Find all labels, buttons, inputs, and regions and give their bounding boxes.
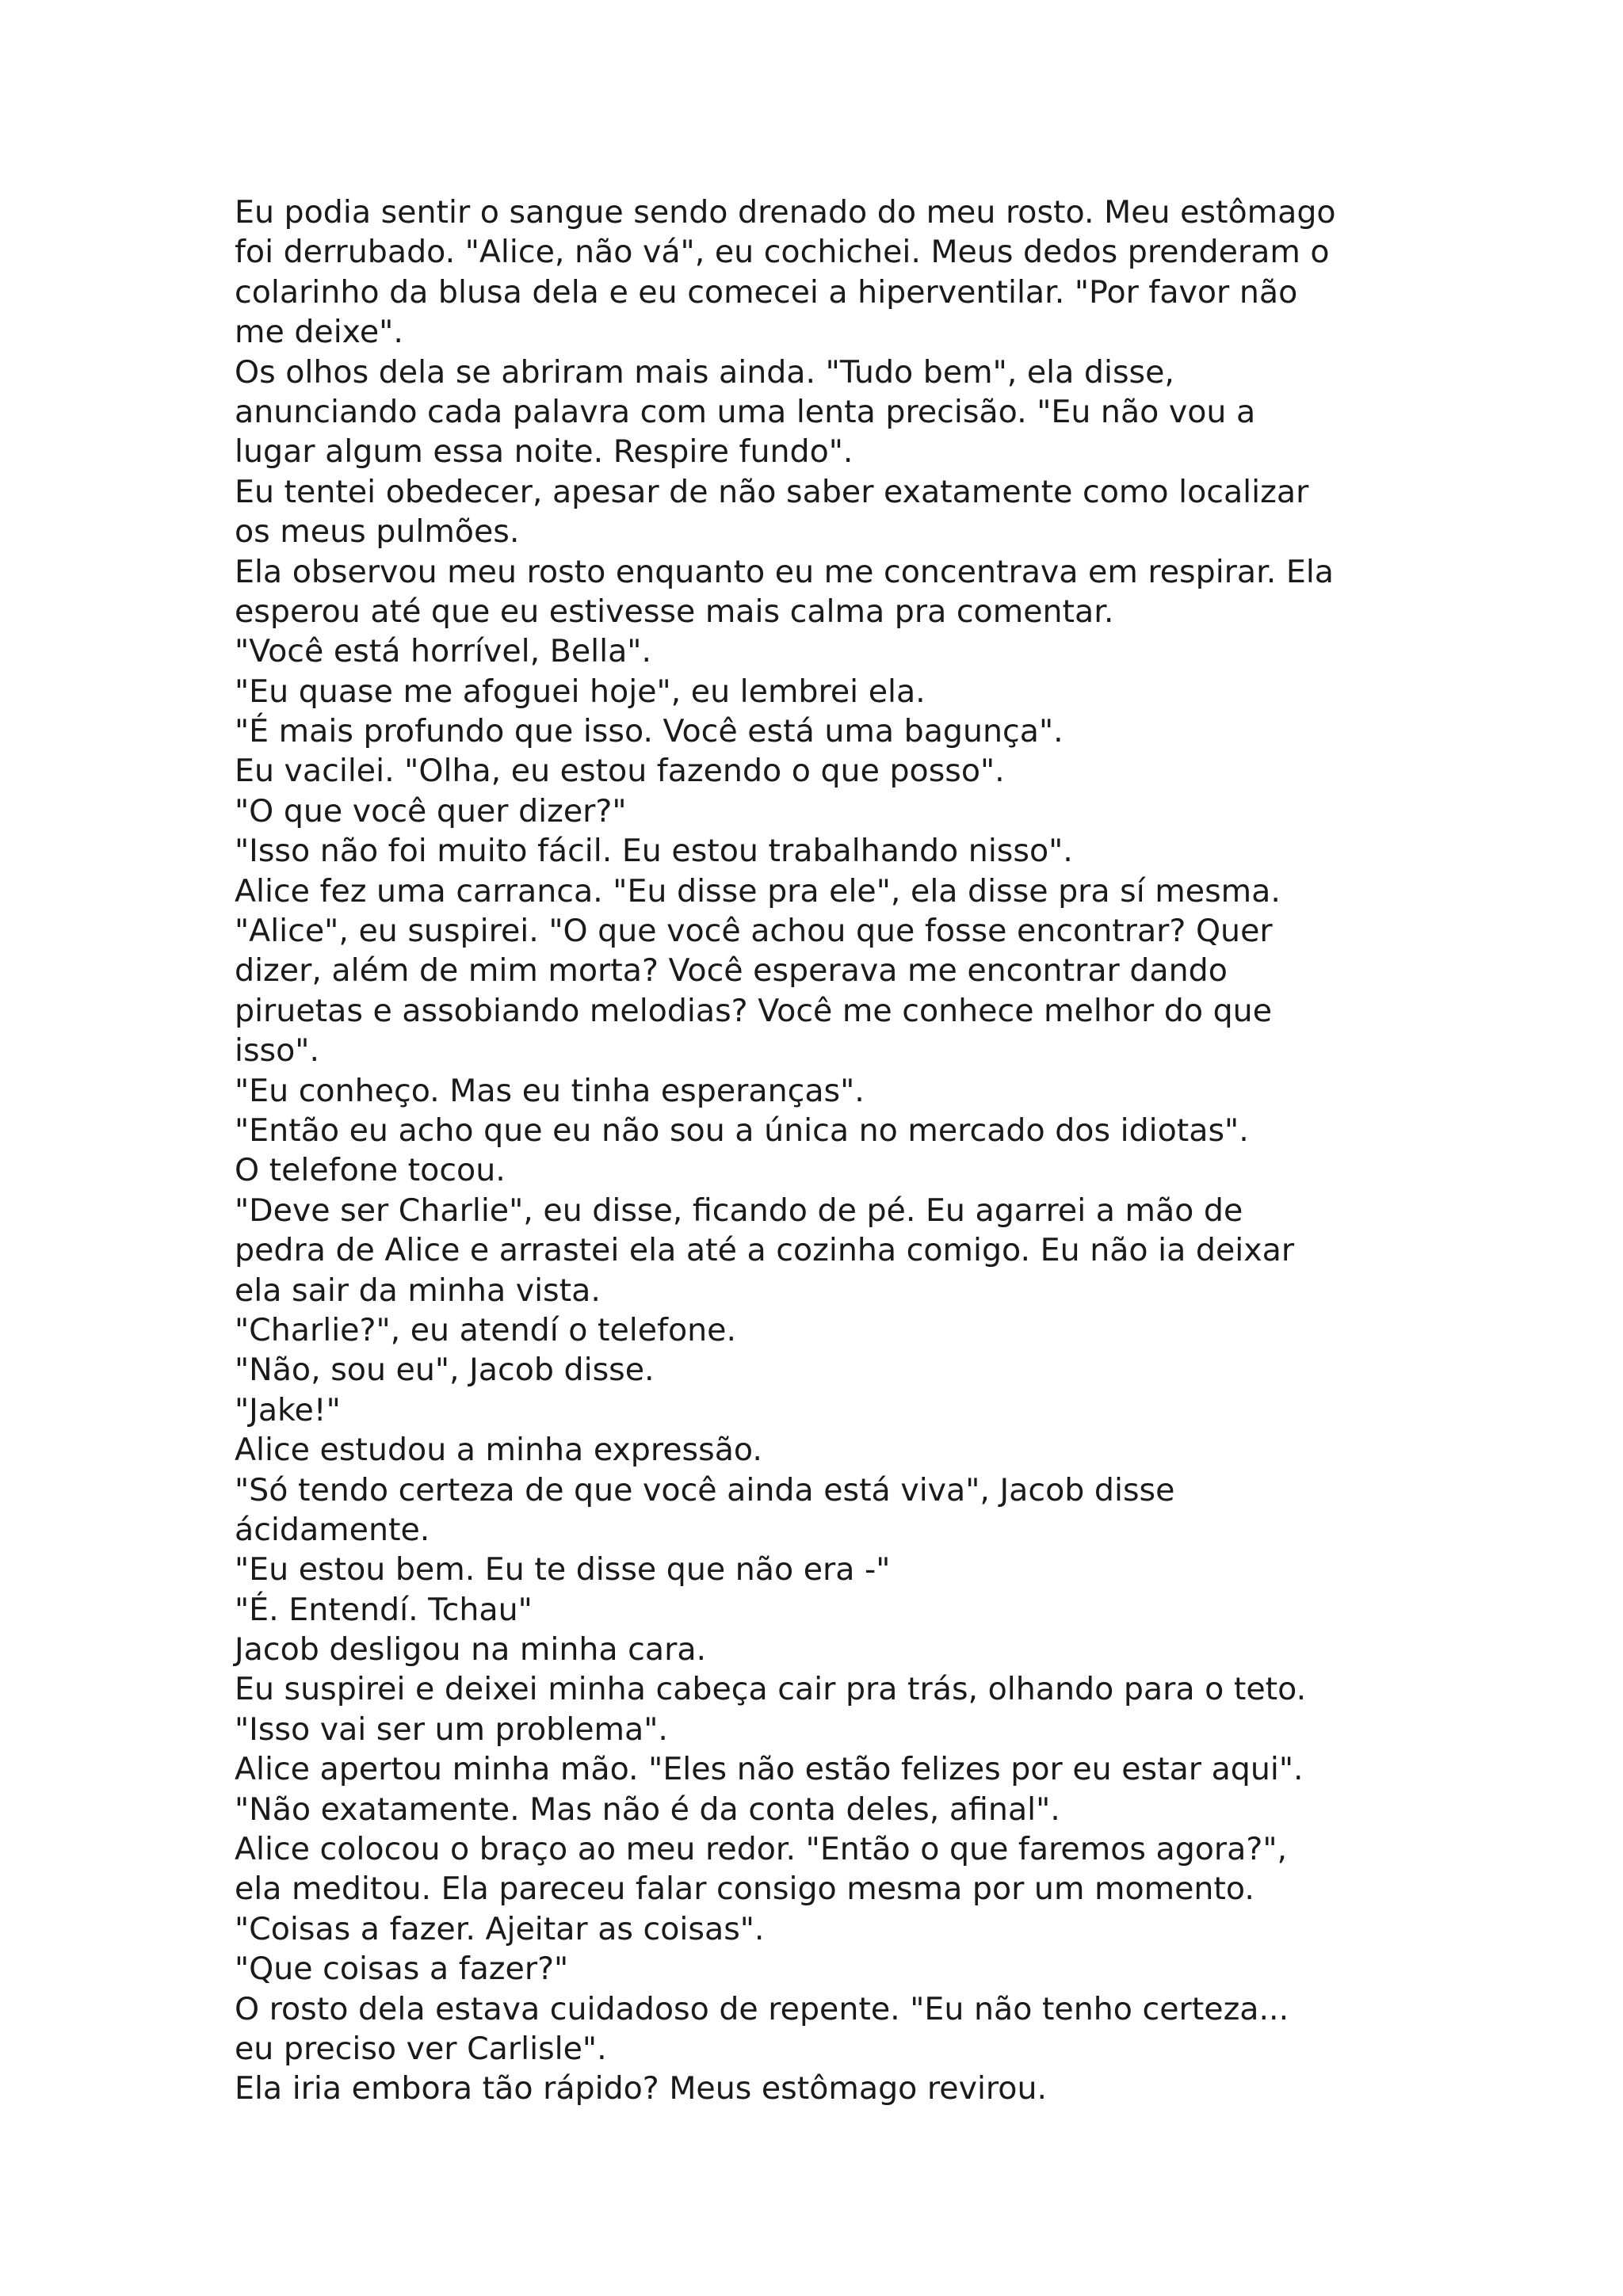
text-line: piruetas e assobiando melodias? Você me conhece melhor do que	[235, 992, 1273, 1029]
text-line: ela meditou. Ela pareceu falar consigo mesma por um momento.	[235, 1871, 1254, 1908]
text-line: colarinho da blusa dela e eu comecei a hiperventilar. "Por favor não	[235, 273, 1298, 311]
text-line: Alice fez uma carranca. "Eu disse pra ele", ela disse pra sí mesma.	[235, 872, 1281, 910]
text-line: "Coisas a fazer. Ajeitar as coisas".	[235, 1910, 765, 1947]
text-line: O rosto dela estava cuidadoso de repente. "Eu não tenho certeza...	[235, 1990, 1289, 2027]
text-line: Ela observou meu rosto enquanto eu me concentrava em respirar. Ela	[235, 553, 1334, 590]
text-line: me deixe".	[235, 314, 403, 351]
text-line: "Charlie?", eu atendí o telefone.	[235, 1311, 737, 1348]
text-line: "Eu conheço. Mas eu tinha esperanças".	[235, 1072, 865, 1109]
text-line: Os olhos dela se abriram mais ainda. "Tudo bem", ela disse,	[235, 353, 1174, 391]
text-line: "Isso não foi muito fácil. Eu estou trabalhando nisso".	[235, 833, 1073, 870]
text-line: "Deve ser Charlie", eu disse, ficando de pé. Eu agarrei a mão de	[235, 1192, 1243, 1229]
text-line: Eu podia sentir o sangue sendo drenado do meu rosto. Meu estômago	[235, 194, 1336, 231]
text-line: anunciando cada palavra com uma lenta precisão. "Eu não vou a	[235, 393, 1256, 430]
text-line: "Não, sou eu", Jacob disse.	[235, 1352, 655, 1389]
text-line: Alice colocou o braço ao meu redor. "Então o que faremos agora?",	[235, 1831, 1288, 1868]
text-line: "Não exatamente. Mas não é da conta deles, afinal".	[235, 1791, 1060, 1828]
text-line: Jacob desligou na minha cara.	[235, 1631, 707, 1669]
text-line: ácidamente.	[235, 1511, 430, 1548]
text-line: "Eu estou bem. Eu te disse que não era -"	[235, 1551, 891, 1589]
text-line: esperou até que eu estivesse mais calma pra comentar.	[235, 593, 1114, 630]
text-line: "O que você quer dizer?"	[235, 792, 627, 830]
text-line: "Você está horrível, Bella".	[235, 633, 651, 670]
text-line: Eu suspirei e deixei minha cabeça cair pra trás, olhando para o teto.	[235, 1671, 1307, 1708]
text-line: eu preciso ver Carlisle".	[235, 2030, 607, 2067]
text-line: isso".	[235, 1032, 320, 1070]
text-line: "É mais profundo que isso. Você está uma bagunça".	[235, 713, 1064, 750]
text-line: os meus pulmões.	[235, 513, 520, 551]
text-line: O telefone tocou.	[235, 1152, 506, 1189]
text-line: "Alice", eu suspirei. "O que você achou que fosse encontrar? Quer	[235, 913, 1273, 950]
text-line: "Só tendo certeza de que você ainda está viva", Jacob disse	[235, 1471, 1175, 1508]
text-line: Eu vacilei. "Olha, eu estou fazendo o que posso".	[235, 753, 1005, 790]
text-line: "Isso vai ser um problema".	[235, 1711, 668, 1748]
body-text	[235, 193, 1423, 2109]
text-line: lugar algum essa noite. Respire fundo".	[235, 433, 854, 471]
text-line: Alice estudou a minha expressão.	[235, 1432, 762, 1469]
text-line: "Eu quase me afoguei hoje", eu lembrei ela.	[235, 673, 926, 710]
text-line: Eu tentei obedecer, apesar de não saber exatamente como localizar	[235, 473, 1309, 510]
text-line: Ela iria embora tão rápido? Meus estômago revirou.	[235, 2070, 1048, 2107]
text-line: Alice apertou minha mão. "Eles não estão felizes por eu estar aqui".	[235, 1751, 1304, 1788]
text-line: "É. Entendí. Tchau"	[235, 1591, 533, 1628]
text-line: "Que coisas a fazer?"	[235, 1951, 569, 1988]
text-line: "Então eu acho que eu não sou a única no mercado dos idiotas".	[235, 1112, 1249, 1149]
text-line: "Jake!"	[235, 1391, 341, 1428]
text-line: dizer, além de mim morta? Você esperava me encontrar dando	[235, 952, 1228, 990]
text-line: pedra de Alice e arrastei ela até a cozinha comigo. Eu não ia deixar	[235, 1232, 1295, 1269]
text-line: foi derrubado. "Alice, não vá", eu cochichei. Meus dedos prenderam o	[235, 234, 1330, 271]
text-line: ela sair da minha vista.	[235, 1272, 601, 1309]
